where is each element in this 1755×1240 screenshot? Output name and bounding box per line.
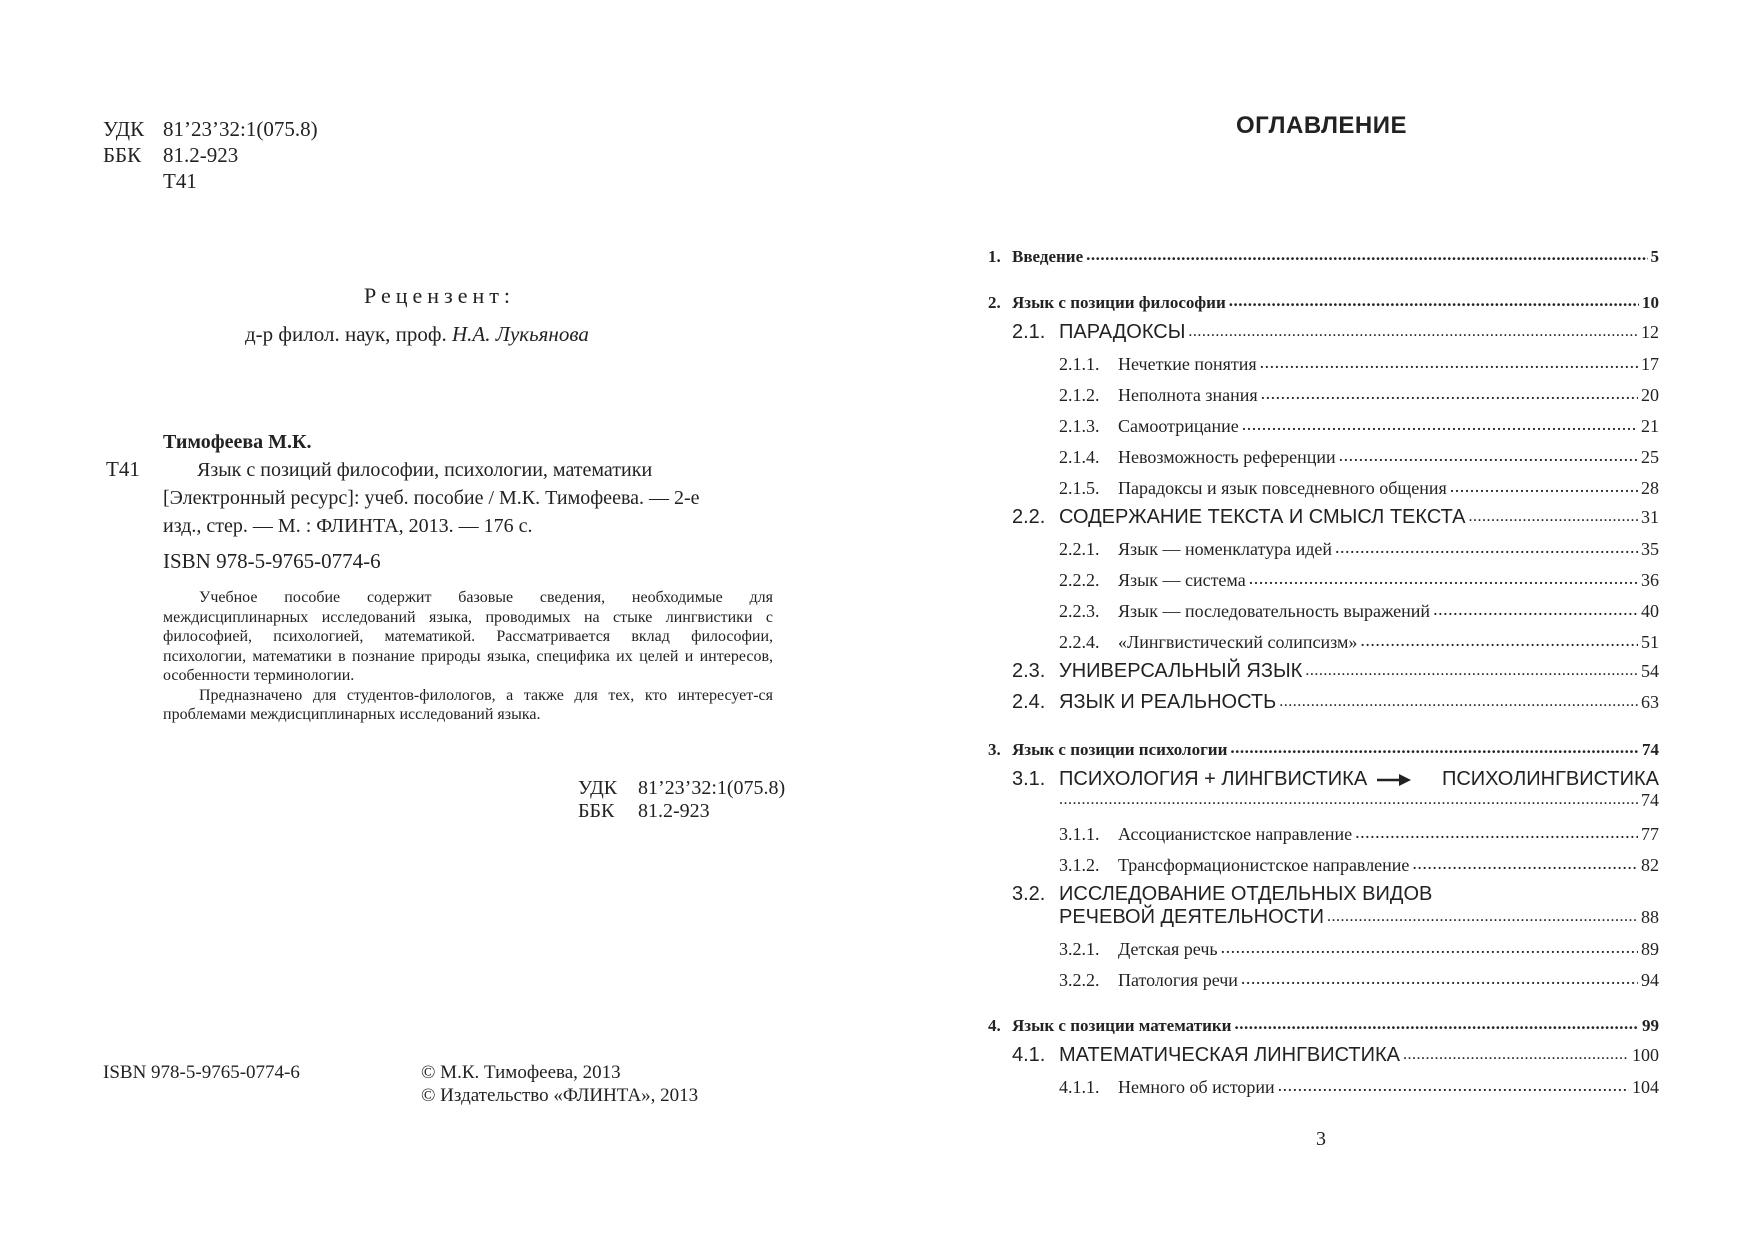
udk-block-top	[103, 116, 318, 194]
udk-line: УДК 81’23’32:1(075.8)	[103, 117, 318, 141]
toc-entry[interactable]: 2.2.3. Язык — последовательность выражений ..... 40	[1059, 599, 1659, 622]
bbk-line: ББК 81.2-923	[103, 143, 239, 167]
toc-entry[interactable]: 3. Язык с позиции психологии ..... 74	[988, 738, 1659, 760]
toc-entry-continuation[interactable]: ..... 74	[1059, 790, 1659, 811]
toc-num: 3.2.	[1012, 883, 1046, 905]
reviewer-name: Н.А. Лукьянова	[452, 322, 589, 346]
bbk-line: ББК 81.2-923	[578, 800, 710, 822]
toc-entry[interactable]: 2.3. УНИВЕРСАЛЬНЫЙ ЯЗЫК ..... 54	[1012, 660, 1659, 683]
book-author: Тимофеева М.К.	[163, 431, 312, 453]
book-index: Т41	[106, 457, 140, 481]
annotation-paragraph: Предназначено для студентов-филологов, а также для тех, кто интересует-ся проблемами междисциплинарных исследований языка.	[163, 686, 773, 723]
toc-entry-continuation[interactable]: РЕЧЕВОЙ ДЕЯТЕЛЬНОСТИ ..... 88	[1059, 906, 1659, 929]
right-arrow-icon	[1377, 773, 1411, 787]
toc-entry[interactable]: 2.1.1. Нечеткие понятия ..... 17	[1059, 352, 1659, 375]
annotation-paragraph: Учебное пособие содержит базовые сведения, необходимые для междисциплинарных исследований языка, проводимых на стыке лингвистики с философией, психологией, математикой. Рассматривается вклад философии, психологии, математики в познание природы языка, специфика их целей и интересов, особенности терминологии.	[163, 589, 773, 684]
toc-entry[interactable]: 2.1.2. Неполнота знания ..... 20	[1059, 383, 1659, 406]
toc-entry[interactable]: 2.4. ЯЗЫК И РЕАЛЬНОСТЬ ..... 63	[1012, 691, 1659, 714]
toc-entry[interactable]: 4.1.1. Немного об истории ..... 104	[1059, 1075, 1659, 1098]
book-title-line: изд., стер. — М. : ФЛИНТА, 2013. — 176 с.	[163, 515, 533, 537]
toc-entry[interactable]: 2.1.3. Самоотрицание ..... 21	[1059, 414, 1659, 437]
toc-entry[interactable]: 2. Язык с позиции философии ..... 10	[988, 291, 1659, 313]
toc-entry[interactable]: 4.1. МАТЕМАТИЧЕСКАЯ ЛИНГВИСТИКА ..... 100	[1012, 1044, 1659, 1067]
toc-entry[interactable]: 2.2.4. «Лингвистический солипсизм» ..... 51	[1059, 630, 1659, 653]
author-sign-line: Т41	[163, 169, 197, 193]
book-title-line: [Электронный ресурс]: учеб. пособие / М.К. Тимофеева. — 2-е	[163, 487, 700, 509]
page-number: 3	[1316, 1128, 1326, 1150]
toc-entry[interactable]: 3.1.2. Трансформационистское направление ..... 82	[1059, 853, 1659, 876]
toc-entry[interactable]: 2.2.1. Язык — номенклатура идей ..... 35	[1059, 537, 1659, 560]
annotation	[163, 588, 773, 725]
toc-entry[interactable]: 3.2.1. Детская речь ..... 89	[1059, 937, 1659, 960]
udk-line: УДК 81’23’32:1(075.8)	[578, 777, 786, 799]
copyright-line: © М.К. Тимофеева, 2013	[421, 1062, 621, 1083]
toc-entry[interactable]: 4. Язык с позиции математики ..... 99	[988, 1014, 1659, 1036]
reviewer-heading: Рецензент:	[364, 283, 515, 308]
toc-entry[interactable]: 2.1. ПАРАДОКСЫ ..... 12	[1012, 321, 1659, 344]
toc-num: 3.1.	[1012, 768, 1046, 790]
toc-label: ПСИХОЛИНГВИСТИКА	[1441, 768, 1659, 790]
toc-entry[interactable]: 2.2.2. Язык — система ..... 36	[1059, 568, 1659, 591]
copyright-line: © Издательство «ФЛИНТА», 2013	[421, 1085, 699, 1106]
reviewer-line: д-р филол. наук, проф. Н.А. Лукьянова	[245, 322, 589, 346]
toc-entry[interactable]: 2.2. СОДЕРЖАНИЕ ТЕКСТА И СМЫСЛ ТЕКСТА ..... 31	[1012, 506, 1659, 529]
book-title-line: Язык с позиций философии, психологии, математики	[197, 459, 653, 481]
book-isbn: ISBN 978-5-9765-0774-6	[163, 549, 381, 573]
toc-entry-multiline-head[interactable]	[1012, 768, 1659, 791]
toc-entry[interactable]: 1. Введение ..... 5	[988, 245, 1659, 267]
toc-label: ИССЛЕДОВАНИЕ ОТДЕЛЬНЫХ ВИДОВ	[1059, 883, 1433, 905]
toc-title: ОГЛАВЛЕНИЕ	[1236, 112, 1408, 139]
udk-block-bottom	[578, 777, 785, 823]
toc-entry[interactable]: 3.1.1. Ассоцианистское направление ..... 77	[1059, 822, 1659, 845]
toc-entry[interactable]: 3.2.2. Патология речи ..... 94	[1059, 968, 1659, 991]
copyright-block	[421, 1061, 698, 1107]
isbn-bottom: ISBN 978-5-9765-0774-6	[103, 1062, 300, 1083]
toc-entry[interactable]: 2.1.5. Парадоксы и язык повседневного общения ..... 28	[1059, 476, 1659, 499]
toc-label: ПСИХОЛОГИЯ + ЛИНГВИСТИКА	[1059, 768, 1368, 790]
toc-entry[interactable]: 2.1.4. Невозможность референции ..... 25	[1059, 445, 1659, 468]
toc-entry-multiline-head[interactable]	[1012, 883, 1432, 906]
book-description	[163, 456, 773, 540]
